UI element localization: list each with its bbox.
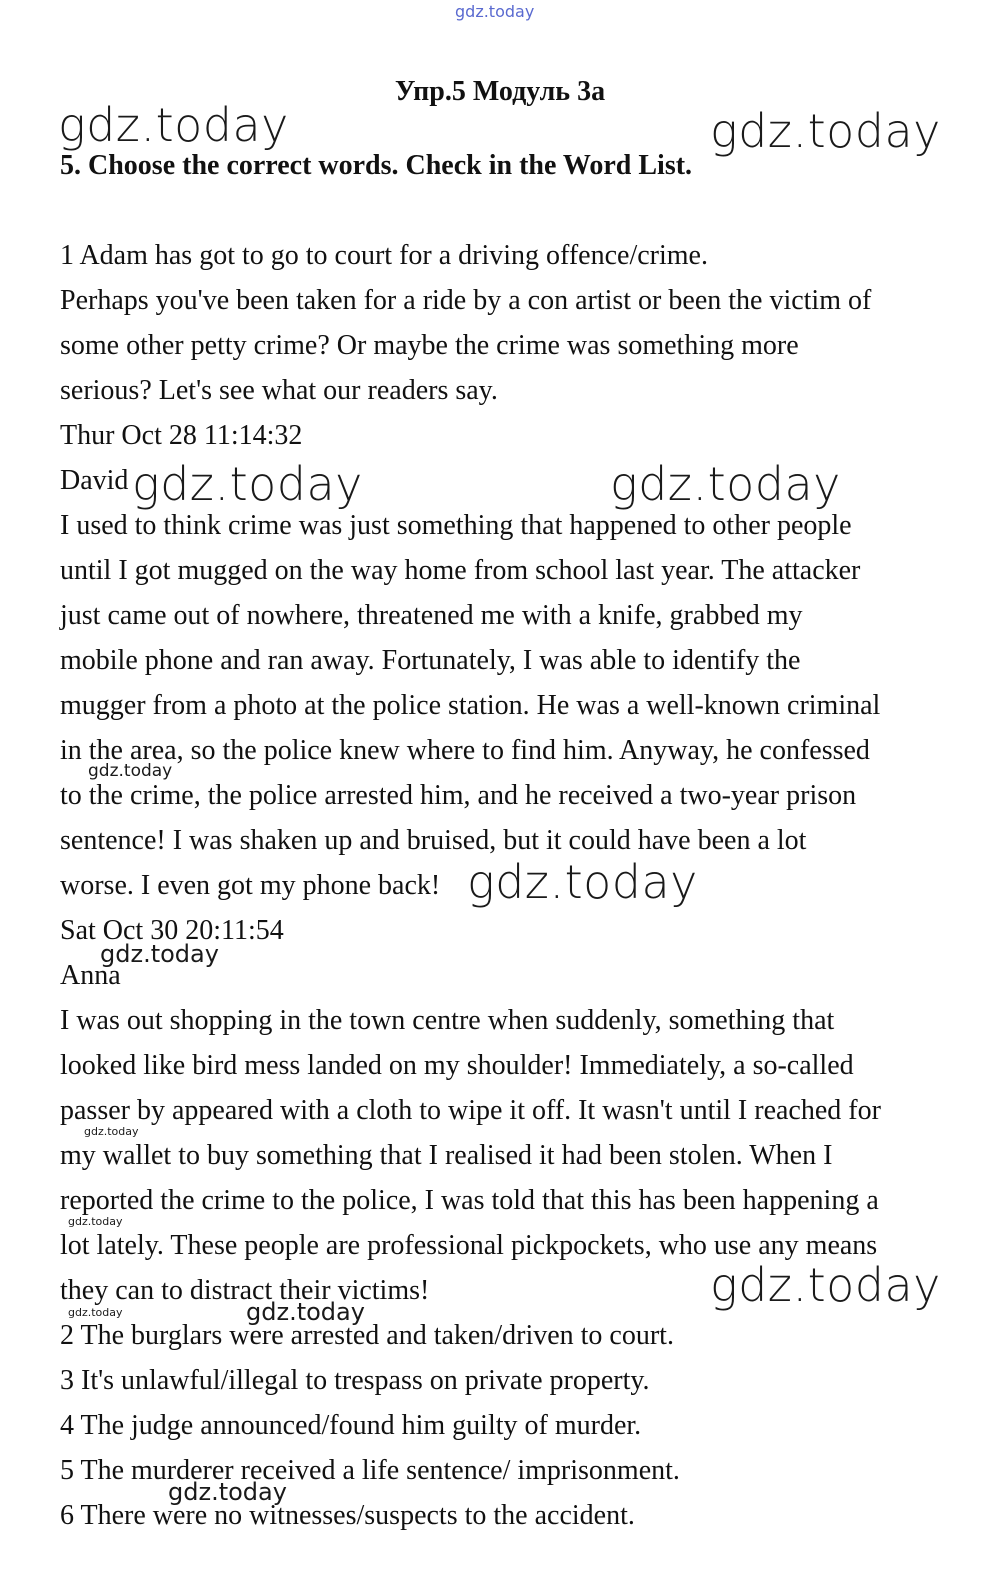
body-line: looked like bird mess landed on my shoulder! Immediately, a so-called [60, 1050, 854, 1081]
exercise-item: 2 The burglars were arrested and taken/driven to court. [60, 1320, 674, 1351]
body-line: they can to distract their victims! [60, 1275, 430, 1306]
watermark: gdz.today [710, 104, 941, 158]
body-line: some other petty crime? Or maybe the crime was something more [60, 330, 799, 361]
post-timestamp: Thur Oct 28 11:14:32 [60, 420, 303, 451]
watermark: gdz.today [100, 940, 219, 968]
body-line: lot lately. These people are professional pickpockets, who use any means [60, 1230, 878, 1261]
page-title: Упр.5 Модуль 3а [394, 76, 606, 107]
post-timestamp: Sat Oct 30 20:11:54 [60, 915, 284, 946]
watermark: gdz.today [467, 855, 698, 909]
exercise-item: 3 It's unlawful/illegal to trespass on private property. [60, 1365, 650, 1396]
watermark: gdz.today [246, 1298, 365, 1326]
watermark: gdz.today [68, 1215, 123, 1228]
watermark-top: gdz.today [455, 2, 535, 21]
watermark: gdz.today [710, 1258, 941, 1312]
body-line: I was out shopping in the town centre when suddenly, something that [60, 1005, 835, 1036]
post-author: Anna [60, 960, 121, 991]
body-line: I used to think crime was just something that happened to other people [60, 510, 852, 541]
body-line: reported the crime to the police, I was told that this has been happening a [60, 1185, 879, 1216]
body-line: until I got mugged on the way home from school last year. The attacker [60, 555, 861, 586]
body-line: sentence! I was shaken up and bruised, but it could have been a lot [60, 825, 807, 856]
watermark: gdz.today [88, 761, 173, 781]
body-line: passer by appeared with a cloth to wipe it off. It wasn't until I reached for [60, 1095, 881, 1126]
body-line: just came out of nowhere, threatened me with a knife, grabbed my [60, 600, 803, 631]
watermark: gdz.today [610, 457, 841, 511]
exercise-item: 4 The judge announced/found him guilty of murder. [60, 1410, 642, 1441]
body-line: 1 Adam has got to go to court for a driving offence/crime. [60, 240, 708, 271]
exercise-item: 6 There were no witnesses/suspects to the accident. [60, 1500, 635, 1531]
body-line: mobile phone and ran away. Fortunately, I was able to identify the [60, 645, 801, 676]
watermark: gdz.today [168, 1478, 287, 1506]
post-author: David [60, 465, 129, 496]
watermark: gdz.today [58, 98, 289, 152]
task-heading: 5. Choose the correct words. Check in the Word List. [60, 150, 693, 181]
body-line: serious? Let's see what our readers say. [60, 375, 498, 406]
body-line: mugger from a photo at the police station. He was a well-known criminal [60, 690, 881, 721]
body-line: worse. I even got my phone back! [60, 870, 441, 901]
body-line: my wallet to buy something that I realised it had been stolen. When I [60, 1140, 833, 1171]
body-line: Perhaps you've been taken for a ride by a con artist or been the victim of [60, 285, 872, 316]
body-line: in the area, so the police knew where to find him. Anyway, he confessed [60, 735, 870, 766]
watermark: gdz.today [84, 1125, 139, 1138]
watermark: gdz.today [132, 457, 363, 511]
exercise-item: 5 The murderer received a life sentence/ imprisonment. [60, 1455, 680, 1486]
body-line: to the crime, the police arrested him, and he received a two-year prison [60, 780, 857, 811]
watermark: gdz.today [68, 1306, 123, 1319]
